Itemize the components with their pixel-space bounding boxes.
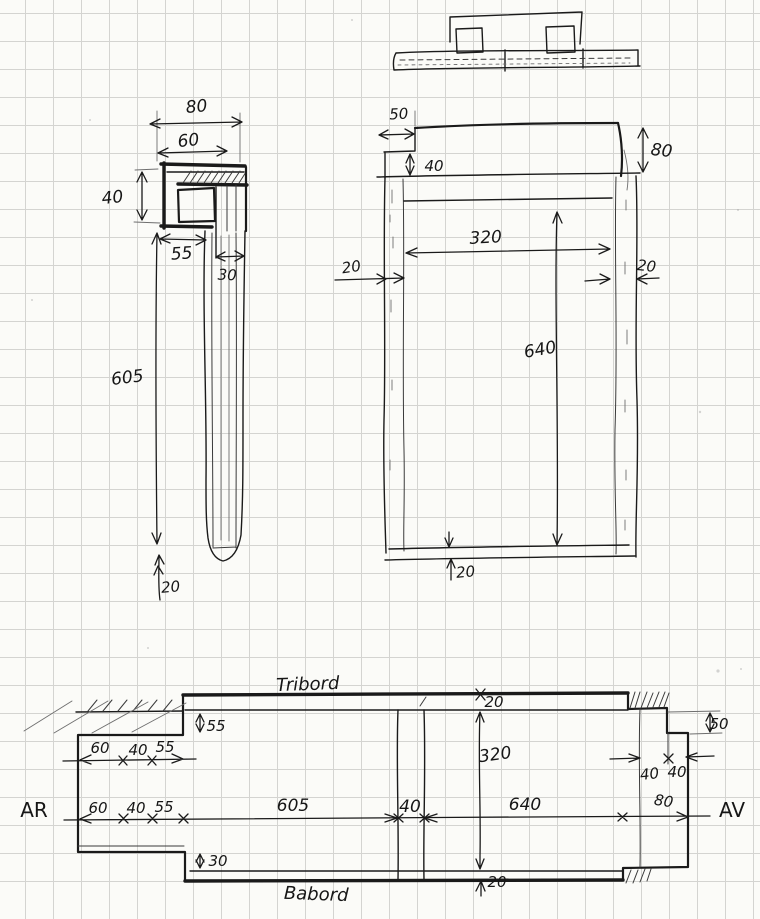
dim-label-front-20-bottom: 20	[455, 562, 476, 582]
plan-view	[20, 673, 745, 906]
dim-label-front-40: 40	[424, 157, 444, 175]
paper-specks	[31, 19, 742, 673]
dim-label-side-605: 605	[110, 366, 145, 390]
dim-label-plan-main-60: 60	[88, 799, 108, 817]
dim-label-front-80: 80	[649, 139, 674, 163]
dim-label-plan-step-55: 55	[206, 717, 226, 735]
dim-label-side-20: 20	[160, 577, 181, 597]
label-babord: Babord	[283, 882, 349, 907]
dim-label-front-20-left: 20	[340, 256, 363, 278]
dim-label-plan-main-80: 80	[652, 790, 675, 812]
dim-label-front-20-right: 20	[636, 256, 657, 276]
label-ar: AR	[20, 798, 48, 822]
label-av: AV	[718, 798, 746, 822]
dim-label-front-320: 320	[469, 227, 503, 249]
dim-label-side-30: 30	[217, 265, 238, 285]
dim-label-side-55: 55	[170, 243, 194, 265]
label-tribord: Tribord	[275, 672, 340, 697]
dim-label-plan-right-40b: 40	[667, 763, 687, 781]
dim-label-plan-upper-55: 55	[155, 738, 175, 756]
dim-label-plan-320: 320	[477, 742, 513, 768]
dim-label-plan-step-30: 30	[208, 852, 228, 870]
dim-label-plan-main-55: 55	[154, 798, 174, 816]
dim-label-plan-main-40-mid: 40	[399, 797, 421, 817]
dim-label-plan-20-bottom: 20	[487, 873, 507, 891]
dim-label-side-60: 60	[176, 129, 201, 153]
dim-label-plan-main-605: 605	[276, 796, 310, 816]
dim-label-side-80: 80	[184, 96, 209, 118]
dim-label-plan-right-40a: 40	[639, 764, 660, 784]
front-view	[335, 12, 673, 582]
dim-label-plan-upper-60: 60	[90, 739, 110, 757]
side-view	[101, 96, 247, 600]
dim-label-plan-20-top: 20	[484, 693, 504, 711]
dim-label-front-50: 50	[388, 104, 409, 124]
dim-label-front-640: 640	[522, 337, 558, 363]
dim-label-plan-main-40: 40	[126, 799, 146, 817]
dim-label-side-40: 40	[100, 186, 125, 210]
dim-label-plan-upper-40: 40	[128, 741, 148, 759]
dim-label-plan-right-50: 50	[709, 715, 729, 733]
dim-label-plan-main-640: 640	[508, 795, 542, 815]
